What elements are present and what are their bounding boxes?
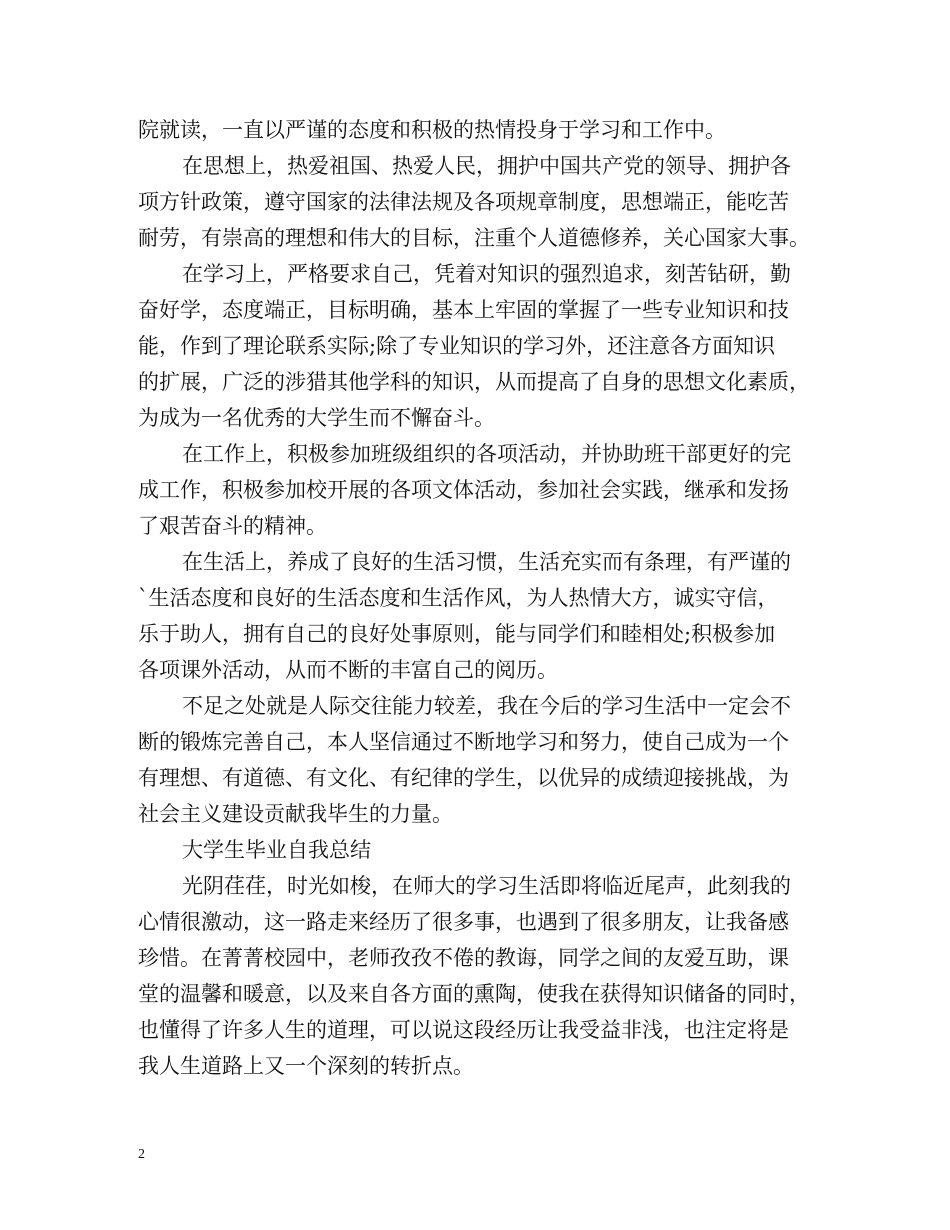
text-line: 院就读，一直以严谨的态度和积极的热情投身于学习和工作中。 — [138, 118, 726, 142]
text-line: 有理想、有道德、有文化、有纪律的学生，以优异的成绩迎接挑战，为 — [138, 766, 789, 790]
text-line: 不足之处就是人际交往能力较差，我在今后的学习生活中一定会不 — [182, 694, 791, 718]
text-line: 也懂得了许多人生的道理，可以说这段经历让我受益非浅，也注定将是 — [138, 1018, 789, 1042]
text-line: 能，作到了理论联系实际;除了专业知识的学习外，还注意各方面知识 — [138, 334, 776, 358]
text-line: 乐于助人，拥有自己的良好处事原则，能与同学们和睦相处;积极参加 — [138, 622, 776, 646]
text-line: 各项课外活动，从而不断的丰富自己的阅历。 — [138, 658, 558, 682]
text-line: 堂的温馨和暖意，以及来自各方面的熏陶，使我在获得知识储备的同时， — [138, 982, 810, 1006]
text-line: 奋好学，态度端正，目标明确，基本上牢固的掌握了一些专业知识和技 — [138, 298, 789, 322]
text-line: 断的锻炼完善自己，本人坚信通过不断地学习和努力，使自己成为一个 — [138, 730, 789, 754]
text-line: 在思想上，热爱祖国、热爱人民，拥护中国共产党的领导、拥护各 — [182, 154, 791, 178]
body-text — [138, 112, 828, 1084]
text-line: 在工作上，积极参加班级组织的各项活动，并协助班干部更好的完 — [182, 442, 791, 466]
text-line: 成工作，积极参加校开展的各项文体活动，参加社会实践，继承和发扬 — [138, 478, 789, 502]
text-line: 我人生道路上又一个深刻的转折点。 — [138, 1054, 474, 1078]
text-line: 耐劳，有崇高的理想和伟大的目标，注重个人道德修养，关心国家大事。 — [138, 226, 810, 250]
page-number: 2 — [138, 1147, 145, 1162]
text-line: 的扩展，广泛的涉猎其他学科的知识，从而提高了自身的思想文化素质， — [138, 370, 810, 394]
text-line: `生活态度和良好的生活态度和生活作风，为人热情大方，诚实守信， — [138, 586, 779, 610]
text-line: 心情很激动，这一路走来经历了很多事，也遇到了很多朋友，让我备感 — [138, 910, 789, 934]
text-line: 在学习上，严格要求自己，凭着对知识的强烈追求，刻苦钻研，勤 — [182, 262, 791, 286]
text-line: 项方针政策，遵守国家的法律法规及各项规章制度，思想端正，能吃苦 — [138, 190, 789, 214]
text-line: 为成为一名优秀的大学生而不懈奋斗。 — [138, 406, 495, 430]
text-line: 大学生毕业自我总结 — [182, 838, 371, 862]
text-line: 在生活上，养成了良好的生活习惯，生活充实而有条理，有严谨的 — [182, 550, 791, 574]
text-line: 珍惜。在菁菁校园中，老师孜孜不倦的教诲，同学之间的友爱互助，课 — [138, 946, 789, 970]
text-line: 光阴荏荏，时光如梭，在师大的学习生活即将临近尾声，此刻我的 — [182, 874, 791, 898]
text-line: 社会主义建设贡献我毕生的力量。 — [138, 802, 453, 826]
text-line: 了艰苦奋斗的精神。 — [138, 514, 327, 538]
